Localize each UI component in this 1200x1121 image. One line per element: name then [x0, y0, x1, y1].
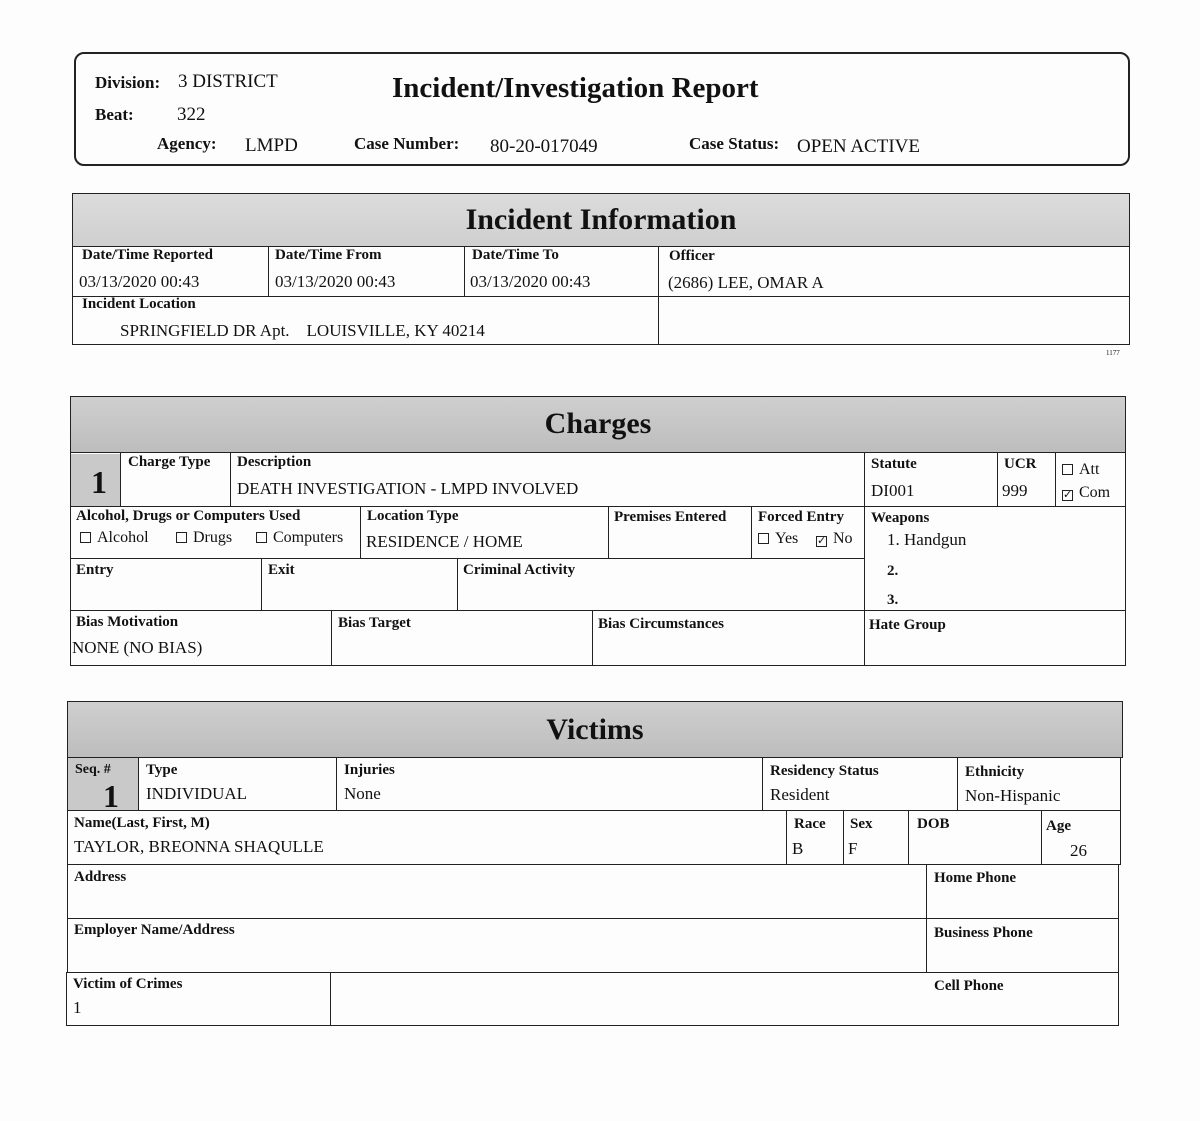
- agency-value: LMPD: [245, 135, 298, 156]
- forced-no-label: No: [833, 530, 853, 547]
- incident-divider: [72, 296, 1130, 297]
- name-label: Name(Last, First, M): [74, 815, 210, 831]
- victims-section-title: Victims: [546, 713, 644, 746]
- injuries-value: None: [344, 784, 381, 803]
- case-number-value: 80-20-017049: [490, 136, 598, 157]
- location-label: Incident Location: [82, 296, 196, 312]
- alcohol-checkbox[interactable]: [80, 532, 91, 543]
- location-value: SPRINGFIELD DR Apt. LOUISVILLE, KY 40214: [120, 321, 485, 340]
- from-value: 03/13/2020 00:43: [275, 272, 396, 291]
- statute-value: DI001: [871, 481, 915, 500]
- bias-target-label: Bias Target: [338, 615, 411, 631]
- to-label: Date/Time To: [472, 247, 559, 263]
- charge-type-label: Charge Type: [128, 454, 211, 470]
- address-label: Address: [74, 869, 127, 885]
- computers-checkbox[interactable]: [256, 532, 267, 543]
- victim-of-crimes-value: 1: [73, 998, 82, 1017]
- beat-value: 322: [177, 104, 206, 125]
- division-label: Division:: [95, 73, 161, 92]
- drugs-option[interactable]: [176, 529, 232, 547]
- officer-label: Officer: [669, 248, 715, 264]
- officer-value: (2686) LEE, OMAR A: [668, 273, 824, 292]
- incident-section-title: Incident Information: [465, 203, 737, 236]
- bias-circumstances-label: Bias Circumstances: [598, 616, 724, 632]
- residency-value: Resident: [770, 785, 830, 804]
- beat-label: Beat:: [95, 105, 134, 124]
- location-type-label: Location Type: [367, 508, 459, 524]
- agency-label: Agency:: [157, 134, 217, 153]
- employer-label: Employer Name/Address: [74, 922, 235, 938]
- att-checkbox[interactable]: [1062, 464, 1073, 475]
- seq-label: Seq. #: [75, 762, 111, 777]
- charges-section-title: Charges: [544, 407, 652, 440]
- forced-yes-option[interactable]: [758, 530, 798, 548]
- race-label: Race: [794, 816, 826, 832]
- att-option[interactable]: [1062, 461, 1099, 479]
- entry-label: Entry: [76, 562, 114, 578]
- business-phone-label: Business Phone: [934, 925, 1033, 941]
- page-mark: 1177: [1106, 349, 1120, 357]
- location-type-value: RESIDENCE / HOME: [366, 532, 523, 551]
- exit-label: Exit: [268, 562, 295, 578]
- case-number-label: Case Number:: [354, 134, 460, 153]
- victim-of-crimes-label: Victim of Crimes: [73, 976, 183, 992]
- ucr-label: UCR: [1004, 456, 1037, 472]
- computers-option[interactable]: [256, 529, 343, 547]
- statute-label: Statute: [871, 456, 917, 472]
- computers-label: Computers: [273, 529, 344, 546]
- weapon-2: 2.: [887, 563, 899, 579]
- weapons-label: Weapons: [871, 510, 930, 526]
- cell-phone-label: Cell Phone: [934, 978, 1004, 994]
- from-label: Date/Time From: [275, 247, 382, 263]
- description-value: DEATH INVESTIGATION - LMPD INVOLVED: [237, 479, 579, 498]
- type-value: INDIVIDUAL: [146, 784, 248, 803]
- premises-label: Premises Entered: [614, 509, 727, 525]
- forced-yes-label: Yes: [775, 530, 799, 547]
- case-status-label: Case Status:: [689, 134, 780, 153]
- alcohol-label: Alcohol: [97, 529, 149, 546]
- com-label: Com: [1079, 484, 1111, 501]
- bias-motivation-label: Bias Motivation: [76, 614, 179, 630]
- home-phone-label: Home Phone: [934, 870, 1017, 886]
- victim-seq: 1: [103, 778, 119, 814]
- division-value: 3 DISTRICT: [178, 71, 278, 92]
- ethnicity-value: Non-Hispanic: [965, 786, 1061, 805]
- weapon-1: 1. Handgun: [887, 530, 967, 549]
- charge-seq: 1: [91, 464, 107, 500]
- hate-group-label: Hate Group: [869, 617, 946, 633]
- reported-value: 03/13/2020 00:43: [79, 272, 200, 291]
- case-status-value: OPEN ACTIVE: [797, 136, 920, 157]
- dob-label: DOB: [917, 816, 950, 832]
- description-label: Description: [237, 454, 312, 470]
- residency-label: Residency Status: [770, 763, 879, 779]
- forced-entry-label: Forced Entry: [758, 509, 844, 525]
- att-label: Att: [1079, 461, 1100, 478]
- age-value: 26: [1070, 841, 1087, 860]
- forced-yes-checkbox[interactable]: [758, 533, 769, 544]
- type-label: Type: [146, 762, 178, 778]
- age-label: Age: [1046, 818, 1071, 834]
- alcohol-option[interactable]: [80, 529, 149, 547]
- injuries-label: Injuries: [344, 762, 395, 778]
- com-option[interactable]: [1062, 484, 1110, 502]
- forced-no-checkbox[interactable]: ✓: [817, 535, 827, 547]
- forced-no-option[interactable]: [816, 530, 853, 548]
- race-value: B: [792, 839, 804, 858]
- report-header: [74, 52, 1130, 166]
- bias-motivation-value: NONE (NO BIAS): [72, 638, 203, 657]
- sex-value: F: [848, 839, 858, 858]
- adc-label: Alcohol, Drugs or Computers Used: [76, 508, 301, 524]
- weapon-3: 3.: [887, 592, 899, 608]
- drugs-checkbox[interactable]: [176, 532, 187, 543]
- to-value: 03/13/2020 00:43: [470, 272, 591, 291]
- sex-label: Sex: [850, 816, 873, 832]
- name-value: TAYLOR, BREONNA SHAQULLE: [74, 837, 324, 856]
- report-title: Incident/Investigation Report: [392, 72, 759, 104]
- ethnicity-label: Ethnicity: [965, 764, 1025, 780]
- criminal-activity-label: Criminal Activity: [463, 562, 576, 578]
- com-checkbox[interactable]: ✓: [1063, 489, 1073, 501]
- ucr-value: 999: [1002, 481, 1028, 500]
- reported-label: Date/Time Reported: [82, 247, 213, 263]
- drugs-label: Drugs: [193, 529, 233, 546]
